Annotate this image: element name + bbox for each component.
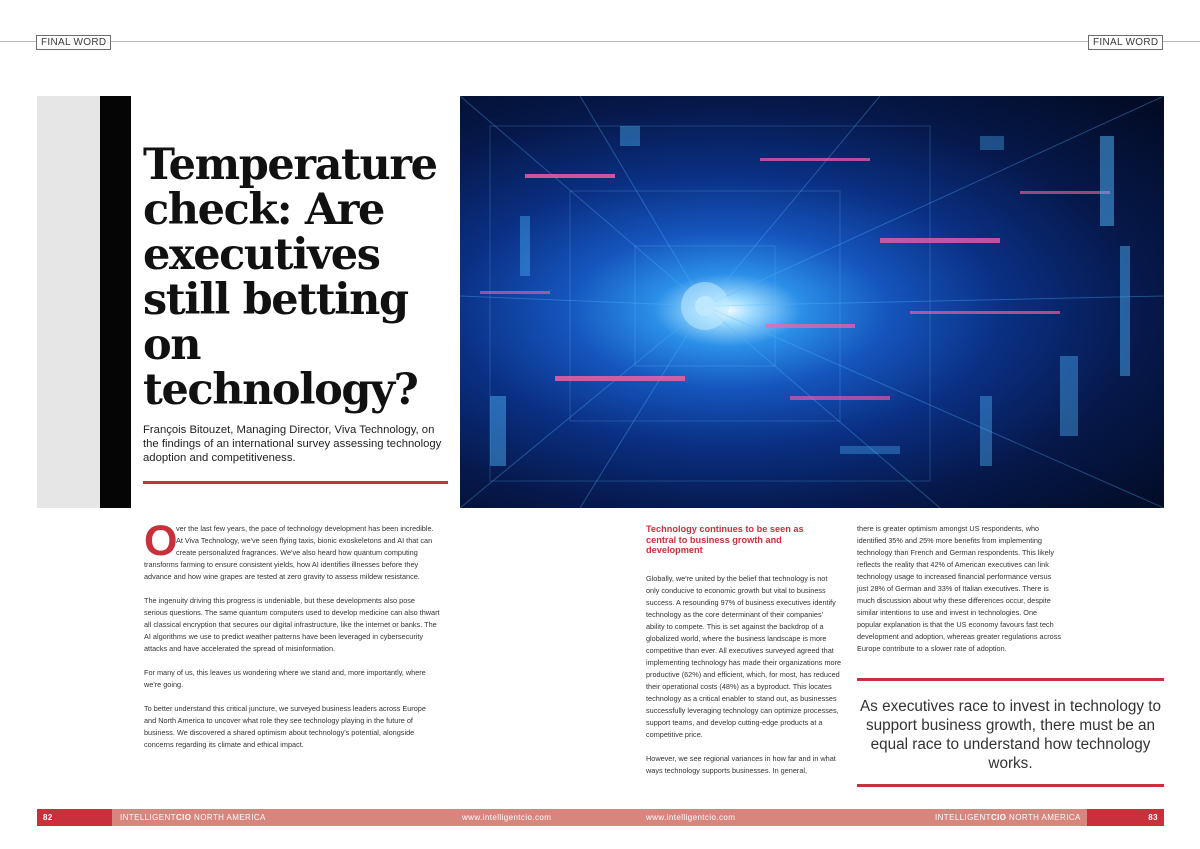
pull-quote: As executives race to invest in technology to support business growth, there must be an equal race to understand how technology works. xyxy=(859,698,1161,772)
black-accent-block xyxy=(100,96,131,508)
column-1-flow xyxy=(144,517,440,763)
section-tag-left: FINAL WORD xyxy=(36,35,111,50)
footer-url-right[interactable]: www.intelligentcio.com xyxy=(646,813,736,822)
article-title: Temperature check: Are executives still betting on technology? xyxy=(143,140,437,415)
section-tag-right: FINAL WORD xyxy=(1088,35,1163,50)
footer-brand-left xyxy=(120,809,266,826)
grey-accent-block xyxy=(37,96,100,508)
brand-bold-right: CIO xyxy=(990,813,1007,822)
column-3 xyxy=(857,523,1063,667)
header-rule xyxy=(110,41,1200,42)
paragraph-6: However, we see regional variances in how far and in what ways technology supports businesses. In general, xyxy=(646,754,836,775)
page-number-right-text: 83 xyxy=(1148,813,1158,822)
footer-right xyxy=(600,809,1164,826)
footer-brand-right xyxy=(935,809,1081,826)
column-2 xyxy=(646,573,842,789)
header-rule-left xyxy=(0,41,38,42)
section-subhead: Technology continues to be seen as central to business growth and development xyxy=(646,524,804,555)
drop-cap-front: O xyxy=(144,517,178,565)
hero-image xyxy=(460,96,1164,508)
brand-region-left: NORTH AMERICA xyxy=(191,813,266,822)
footer-url-left[interactable]: www.intelligentcio.com xyxy=(462,813,552,822)
paragraph-5: Globally, we're united by the belief that technology is not only conducive to economic growth but vital to business success. A resounding 97% of business executives identify technology as the core determinant of their companies' ability to compete. This is set against the backdrop of a globalized world, where the business landscape is more competitive than ever. All executives surveyed agreed that implementing technology has made their organizations more productive (62%) and efficient, which, for most, has reduced their operational costs (48%) as a byproduct. This locates technology as a critical enabler to stand out, as businesses successfully leveraging technology can optimize processes, support teams, and develop cutting-edge products at a competitive price. xyxy=(646,574,842,739)
digital-tunnel-illustration xyxy=(460,96,1164,508)
page-number-right xyxy=(1087,809,1164,826)
paragraph-2: The ingenuity driving this progress is undeniable, but these developments also pose serious questions. The same quantum computers used to develop medicine can also thwart all classical encryption that secures our digital infrastructure, like the internet or banks. The AI algorithms we use to predict weather patterns have been leveraged in cybersecurity attacks and have accelerated the spread of misinformation. xyxy=(144,596,440,653)
paragraph-4: To better understand this critical juncture, we surveyed business leaders across Europe and North America to uncover what role they see technology playing in the future of business. We discovered a shared optimism about technology's potential, alongside concerns regarding its climate and ethical impact. xyxy=(144,704,426,749)
standfirst-rule xyxy=(143,481,448,484)
paragraph-3: For many of us, this leaves us wondering where we stand and, more importantly, where we're going. xyxy=(144,668,426,689)
footer-left xyxy=(37,809,600,826)
pullquote-rule-bottom xyxy=(857,784,1164,787)
page-number-left xyxy=(37,809,112,826)
brand-light-left: INTELLIGENT xyxy=(120,813,176,822)
brand-region-right: NORTH AMERICA xyxy=(1006,813,1081,822)
page-number-left-text: 82 xyxy=(43,813,53,822)
pullquote-rule-top xyxy=(857,678,1164,681)
paragraph-7: there is greater optimism amongst US respondents, who identified 35% and 25% more benefits from implementing technology than French and German respondents. This likely reflects the reality that 42% of American executives can link technology usage to increased financial performance versus just 28% of German and 33% of Italian executives. There is much discussion about why these differences occur, despite similar intentions to use and invest in technologies. One popular explanation is that the US economy favours fast tech development and adoption, whereas greater regulations across Europe contribute to a slower rate of adoption. xyxy=(857,524,1062,653)
brand-bold-left: CIO xyxy=(175,813,192,822)
article-standfirst: François Bitouzet, Managing Director, Viva Technology, on the findings of an international survey assessing technology adoption and competitiveness. xyxy=(143,424,442,464)
paragraph-1-flow: ver the last few years, the pace of technology development has been incredible. At Viva Technology, we've seen flying taxis, bionic exoskeletons and AI that can create personalized fragrances. We've also heard how quantum computing transforms farming to ensure consistent yields, how AI identifies illnesses before they advance and how wine grapes are tested at zero gravity to assess mildew resistance. xyxy=(144,524,434,581)
brand-light-right: INTELLIGENT xyxy=(935,813,991,822)
